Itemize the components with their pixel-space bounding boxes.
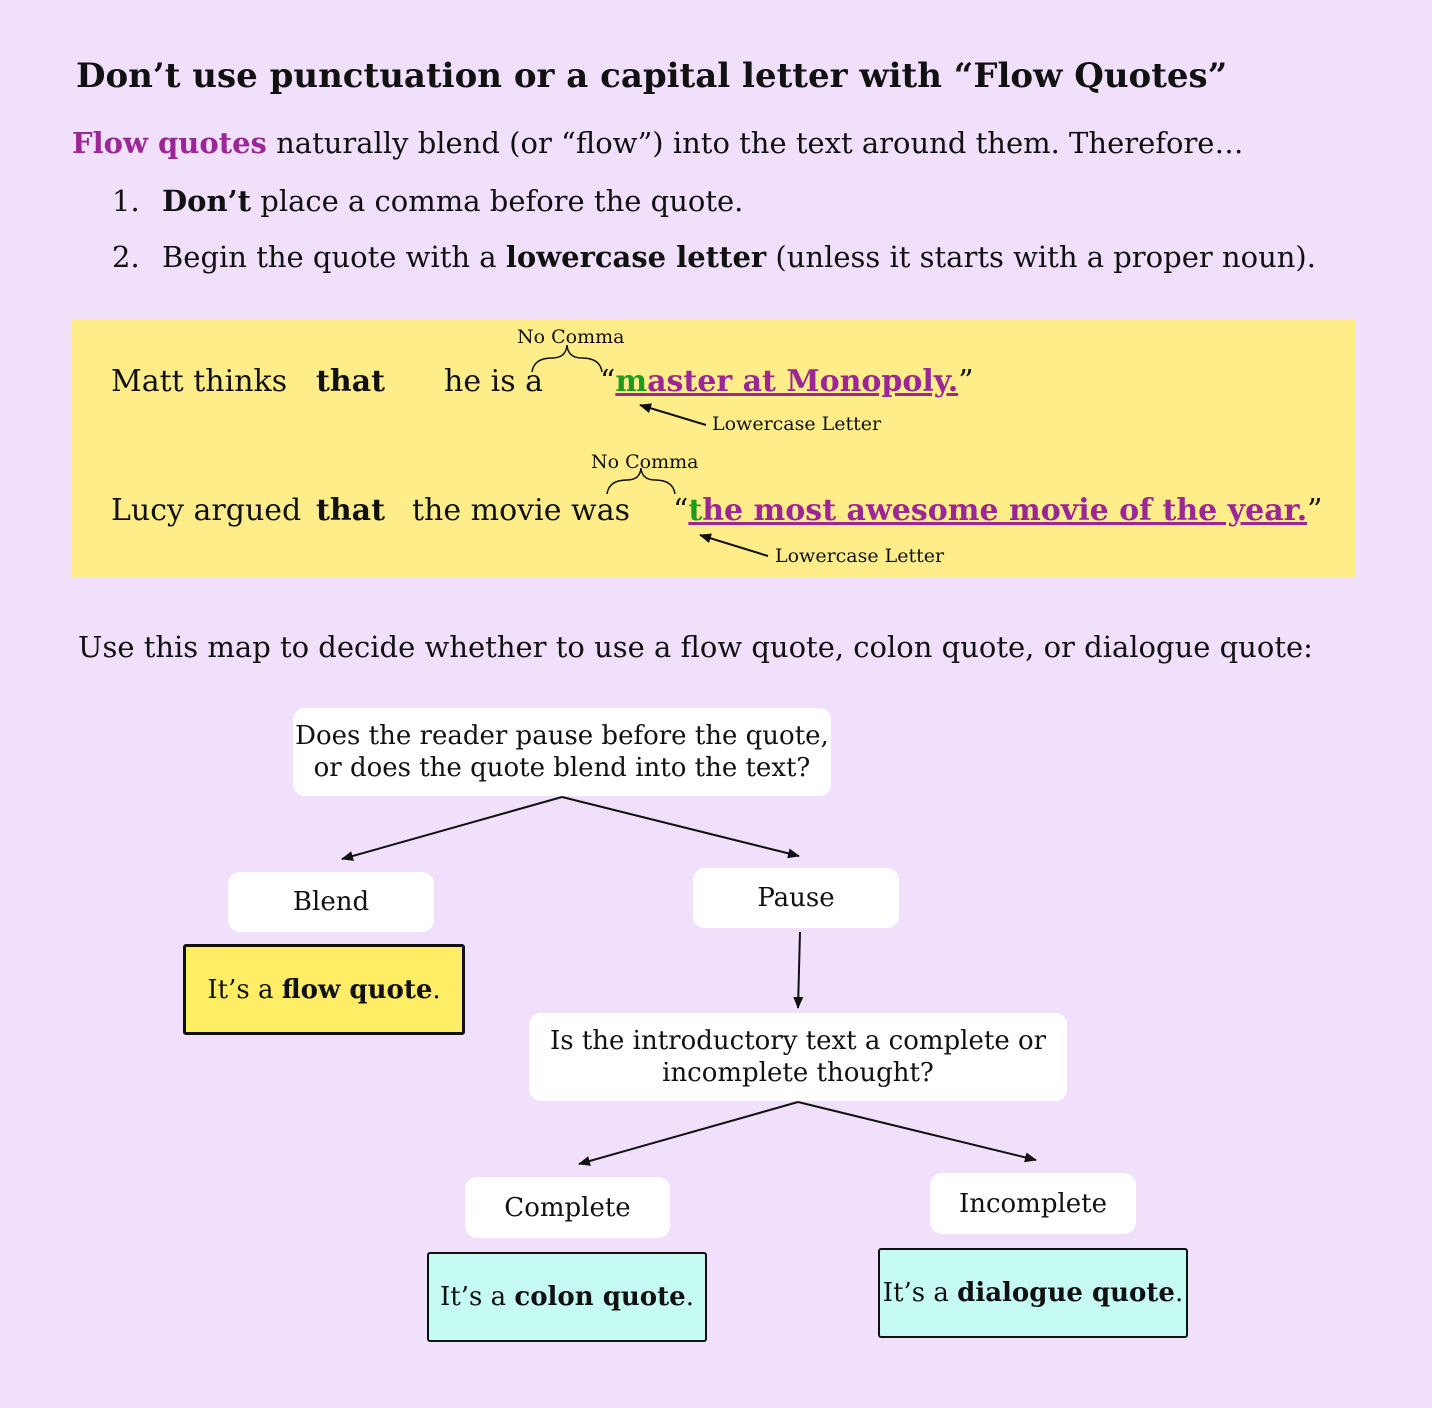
no-comma-label: No Comma — [591, 451, 699, 473]
question-complete-or-incomplete — [529, 1013, 1067, 1101]
example-1-subject: Matt thinks — [111, 364, 288, 399]
blend-node: Blend — [228, 872, 434, 932]
rule-text: (unless it starts with a proper noun). — [766, 240, 1316, 274]
rule-text: Begin the quote with a — [162, 240, 506, 274]
page-title: Don’t use punctuation or a capital letter with “Flow Quotes” — [76, 56, 1228, 96]
example-1-lead: he is a — [444, 364, 544, 399]
rule-bold: lowercase letter — [505, 240, 767, 274]
flow-quotes-term: Flow quotes — [72, 126, 267, 160]
dialogue-quote-result — [878, 1248, 1188, 1338]
lowercase-first-letter: t — [688, 493, 703, 528]
result-text: . — [685, 1282, 694, 1312]
question-line: incomplete thought? — [662, 1058, 934, 1088]
result-bold: colon quote — [514, 1282, 686, 1312]
result-bold: flow quote — [281, 974, 433, 1005]
example-2-subject: Lucy argued — [111, 493, 302, 528]
close-quote: ” — [1307, 493, 1323, 528]
result-bold: dialogue quote — [957, 1278, 1175, 1308]
arrow-to-complete — [579, 1102, 798, 1164]
example-2-quote — [673, 493, 1322, 528]
example-1-quote — [600, 364, 974, 399]
quote-rest: aster at Monopoly. — [647, 364, 959, 399]
quote-body — [615, 364, 958, 399]
lowercase-letter-label: Lowercase Letter — [712, 413, 882, 435]
question-line: Is the introductory text a complete or — [549, 1026, 1047, 1056]
open-quote: “ — [600, 364, 616, 399]
question-line: or does the quote blend into the text? — [313, 753, 811, 783]
result-text: It’s a — [207, 974, 282, 1005]
pause-node: Pause — [693, 868, 899, 928]
rule-text: place a comma before the quote. — [251, 184, 744, 218]
rule-number: 1. — [112, 184, 140, 218]
colon-quote-result — [427, 1252, 707, 1342]
rule-number: 2. — [112, 240, 140, 274]
map-intro: Use this map to decide whether to use a flow quote, colon quote, or dialogue quote: — [78, 630, 1313, 664]
question-line: Does the reader pause before the quote, — [295, 721, 829, 751]
rule-2 — [112, 240, 1316, 274]
arrow-to-blend — [342, 797, 562, 859]
example-2-that: that — [316, 493, 385, 528]
lowercase-letter-label: Lowercase Letter — [775, 545, 945, 567]
rule-1 — [112, 184, 743, 218]
complete-node: Complete — [465, 1177, 670, 1238]
incomplete-node: Incomplete — [930, 1173, 1136, 1234]
close-quote: ” — [958, 364, 974, 399]
no-comma-label: No Comma — [517, 326, 625, 348]
question-pause-or-blend — [293, 708, 831, 796]
arrow-to-pause — [562, 797, 799, 856]
arrow-to-incomplete — [798, 1102, 1036, 1160]
lowercase-first-letter: m — [615, 364, 648, 399]
example-1-that: that — [316, 364, 385, 399]
open-quote: “ — [673, 493, 689, 528]
rule-bold: Don’t — [162, 184, 252, 218]
result-text: . — [1174, 1278, 1184, 1308]
result-text: It’s a — [440, 1282, 515, 1312]
example-2-lead: the movie was — [412, 493, 630, 528]
arrow-pause-to-question — [798, 932, 800, 1008]
intro-rest: naturally blend (or “flow”) into the text around them. Therefore… — [266, 126, 1244, 160]
quote-body — [688, 493, 1307, 528]
example-box — [71, 319, 1355, 577]
result-text: It’s a — [882, 1278, 958, 1308]
intro-text — [72, 126, 1243, 160]
flow-quote-result — [183, 944, 465, 1035]
quote-rest: he most awesome movie of the year. — [702, 493, 1308, 528]
result-text: . — [432, 974, 441, 1005]
